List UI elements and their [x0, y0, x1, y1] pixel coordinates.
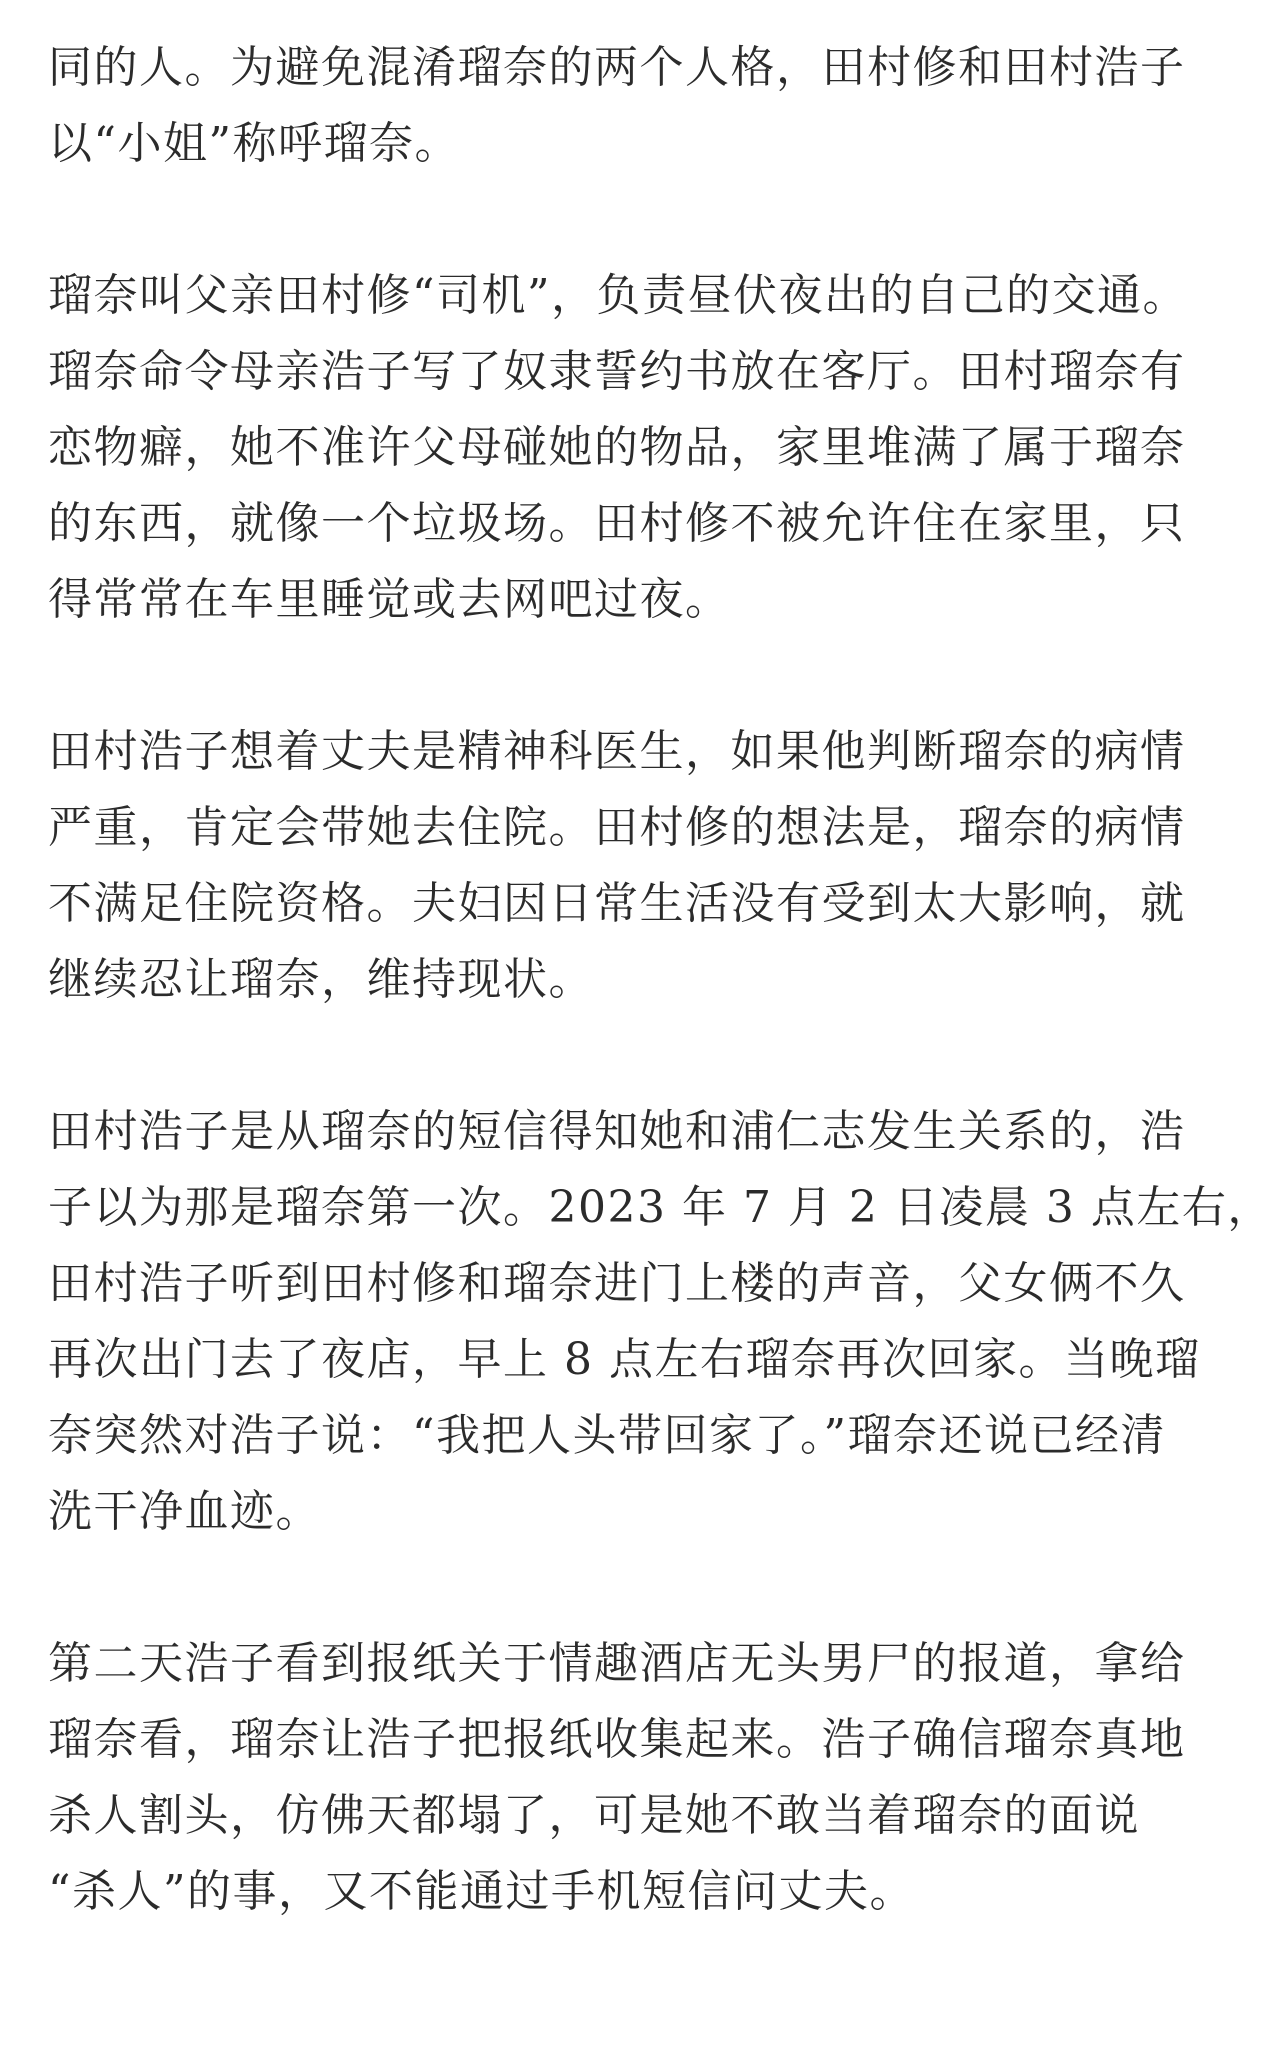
text-line: 瑠奈命令母亲浩子写了奴隶誓约书放在客厅。田村瑠奈有: [48, 346, 1186, 397]
text-line: 得常常在车里睡觉或去网吧过夜。: [48, 574, 731, 625]
text-line: 恋物癖，她不准许父母碰她的物品，家里堆满了属于瑠奈: [48, 422, 1186, 473]
text-line: 继续忍让瑠奈，维持现状。: [48, 954, 594, 1005]
text-line: 瑠奈叫父亲田村修“司机”，负责昼伏夜出的自己的交通。: [48, 270, 1188, 321]
paragraph: [48, 258, 1242, 638]
text-line: “杀人”的事，又不能通过手机短信问丈夫。: [48, 1866, 915, 1917]
text-line: 同的人。为避免混淆瑠奈的两个人格，田村修和田村浩子: [48, 42, 1186, 93]
text-line: 杀人割头，仿佛天都塌了，可是她不敢当着瑠奈的面说: [48, 1790, 1140, 1841]
text-line: 瑠奈看，瑠奈让浩子把报纸收集起来。浩子确信瑠奈真地: [48, 1714, 1186, 1765]
text-line: 田村浩子听到田村修和瑠奈进门上楼的声音，父女俩不久: [48, 1258, 1186, 1309]
paragraph: [48, 30, 1242, 182]
text-line: 田村浩子是从瑠奈的短信得知她和浦仁志发生关系的，浩: [48, 1106, 1186, 1157]
text-line: 田村浩子想着丈夫是精神科医生，如果他判断瑠奈的病情: [48, 726, 1186, 777]
paragraph: [48, 714, 1242, 1018]
paragraph: [48, 1094, 1273, 1550]
text-line: 严重，肯定会带她去住院。田村修的想法是，瑠奈的病情: [48, 802, 1186, 853]
text-line: 洗干净血迹。: [48, 1486, 321, 1537]
text-line: 奈突然对浩子说：“我把人头带回家了。”瑠奈还说已经清: [48, 1410, 1166, 1461]
paragraph: [48, 1626, 1242, 1930]
text-line: 子以为那是瑠奈第一次。2023 年 7 月 2 日凌晨 3 点左右，: [48, 1182, 1273, 1233]
text-line: 不满足住院资格。夫妇因日常生活没有受到太大影响，就: [48, 878, 1186, 929]
text-line: 再次出门去了夜店，早上 8 点左右瑠奈再次回家。当晚瑠: [48, 1334, 1201, 1385]
text-line: 第二天浩子看到报纸关于情趣酒店无头男尸的报道，拿给: [48, 1638, 1186, 1689]
text-line: 以“小姐”称呼瑠奈。: [48, 118, 460, 169]
text-line: 的东西，就像一个垃圾场。田村修不被允许住在家里，只: [48, 498, 1186, 549]
